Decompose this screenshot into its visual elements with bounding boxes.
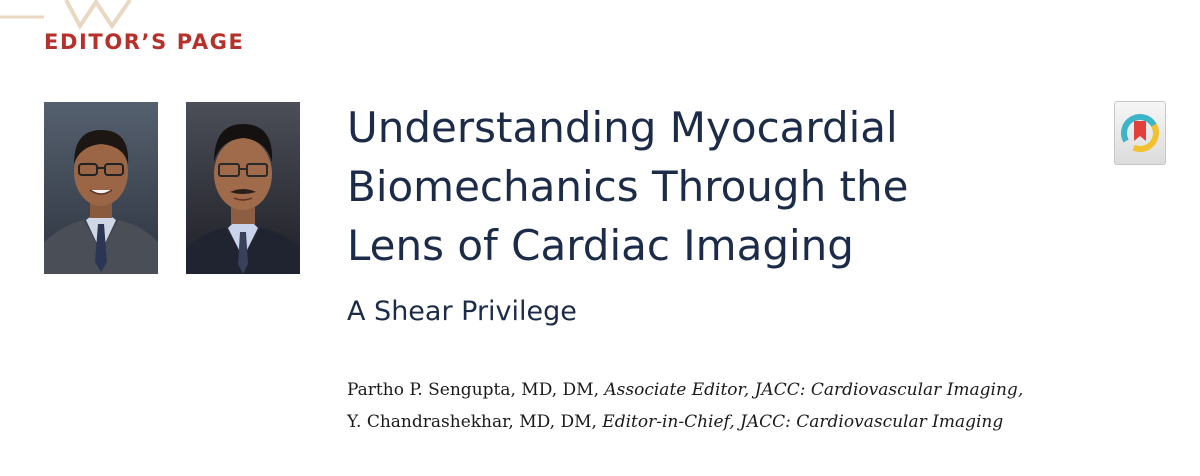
section-label: EDITOR’S PAGE xyxy=(44,30,245,54)
title-line: Understanding Myocardial xyxy=(347,103,898,152)
author-list xyxy=(347,374,1023,438)
author-name: Y. Chandrashekhar, MD, DM, xyxy=(347,412,597,432)
author-line xyxy=(347,406,1023,438)
author-line xyxy=(347,374,1023,406)
author-name: Partho P. Sengupta, MD, DM, xyxy=(347,380,599,400)
article-subtitle: A Shear Privilege xyxy=(347,296,577,327)
author-photo-chandrashekhar xyxy=(186,102,300,274)
decorative-v-mark-icon xyxy=(0,0,150,32)
author-photo-sengupta xyxy=(44,102,158,274)
crossmark-button[interactable] xyxy=(1114,101,1166,165)
author-role: Associate Editor, JACC: Cardiovascular Imaging, xyxy=(604,380,1024,400)
title-line: Biomechanics Through the xyxy=(347,162,909,211)
crossmark-badge-icon xyxy=(1118,111,1162,155)
title-line: Lens of Cardiac Imaging xyxy=(347,221,854,270)
author-role: Editor-in-Chief, JACC: Cardiovascular Imaging xyxy=(602,412,1004,432)
article-title xyxy=(347,98,1067,275)
